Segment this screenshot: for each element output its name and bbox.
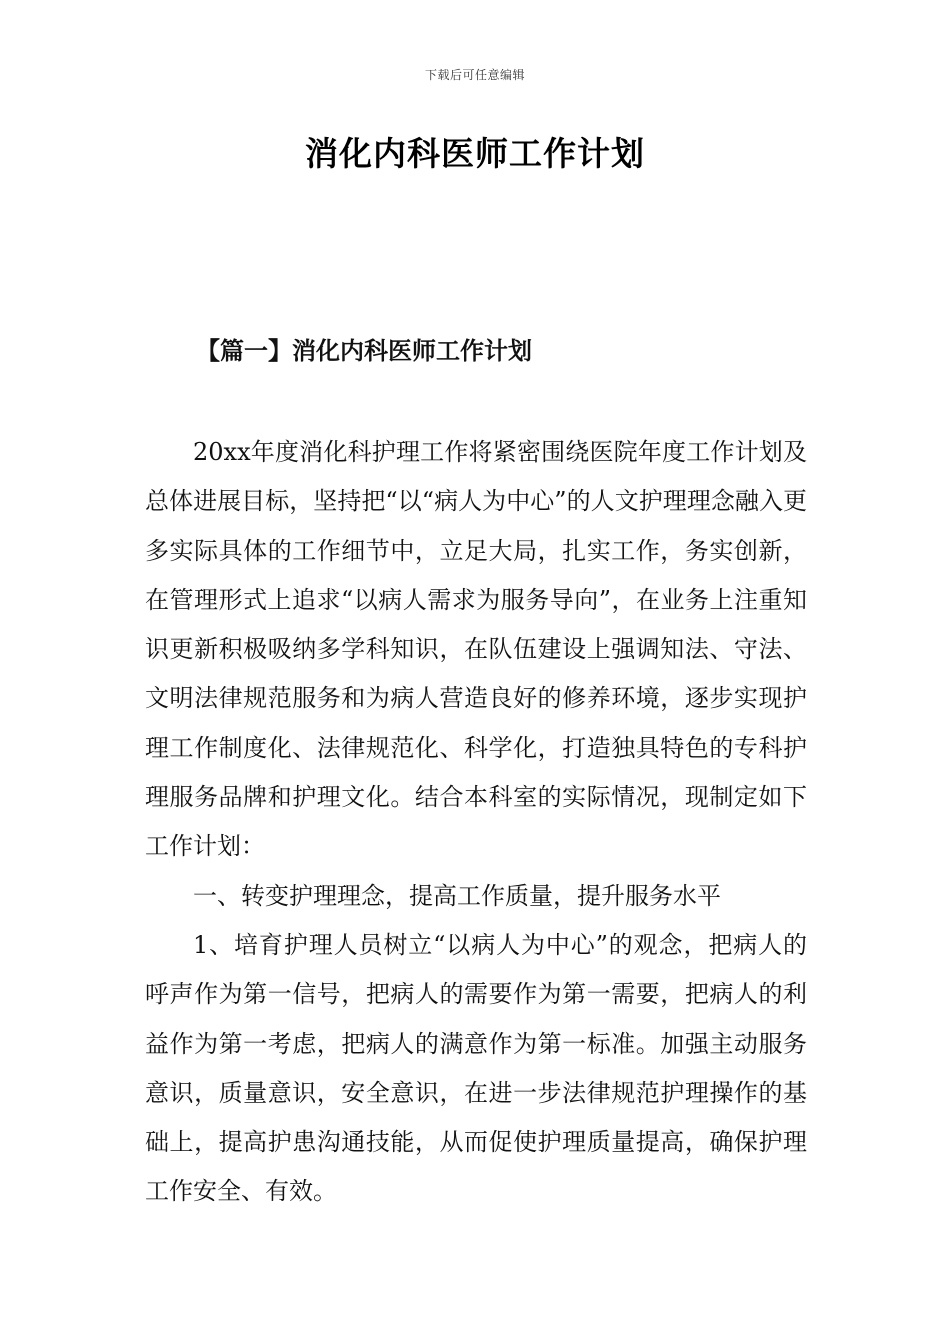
paragraph-item-one: 1、培育护理人员树立“以病人为中心”的观念，把病人的呼声作为第一信号，把病人的需要作为第一需要，把病人的利益作为第一考虑，把病人的满意作为第一标准。加强主动服务意识，质量意识，安全意识，在进一步法律规范护理操作的基础上，提高护患沟通技能，从而促使护理质量提高，确保护理工作安全、有效。 bbox=[145, 930, 807, 1206]
paragraph-heading-one: 一、转变护理理念，提高工作质量，提升服务水平 bbox=[193, 881, 721, 910]
document-title: 消化内科医师工作计划 bbox=[305, 134, 645, 173]
section-heading: 【篇一】消化内科医师工作计划 bbox=[196, 336, 532, 365]
document-body bbox=[145, 428, 807, 1217]
paragraph-intro: 20xx年度消化科护理工作将紧密围绕医院年度工作计划及总体进展目标，坚持把“以“病人为中心”的人文护理理念融入更多实际具体的工作细节中，立足大局，扎实工作，务实创新，在管理形式上追求“以病人需求为服务导向”，在业务上注重知识更新积极吸纳多学科知识，在队伍建设上强调知法、守法、文明法律规范服务和为病人营造良好的修养环境，逐步实现护理工作制度化、法律规范化、科学化，打造独具特色的专科护理服务品牌和护理文化。结合本科室的实际情况，现制定如下工作计划： bbox=[145, 438, 807, 861]
header-note: 下载后可任意编辑 bbox=[424, 68, 525, 82]
